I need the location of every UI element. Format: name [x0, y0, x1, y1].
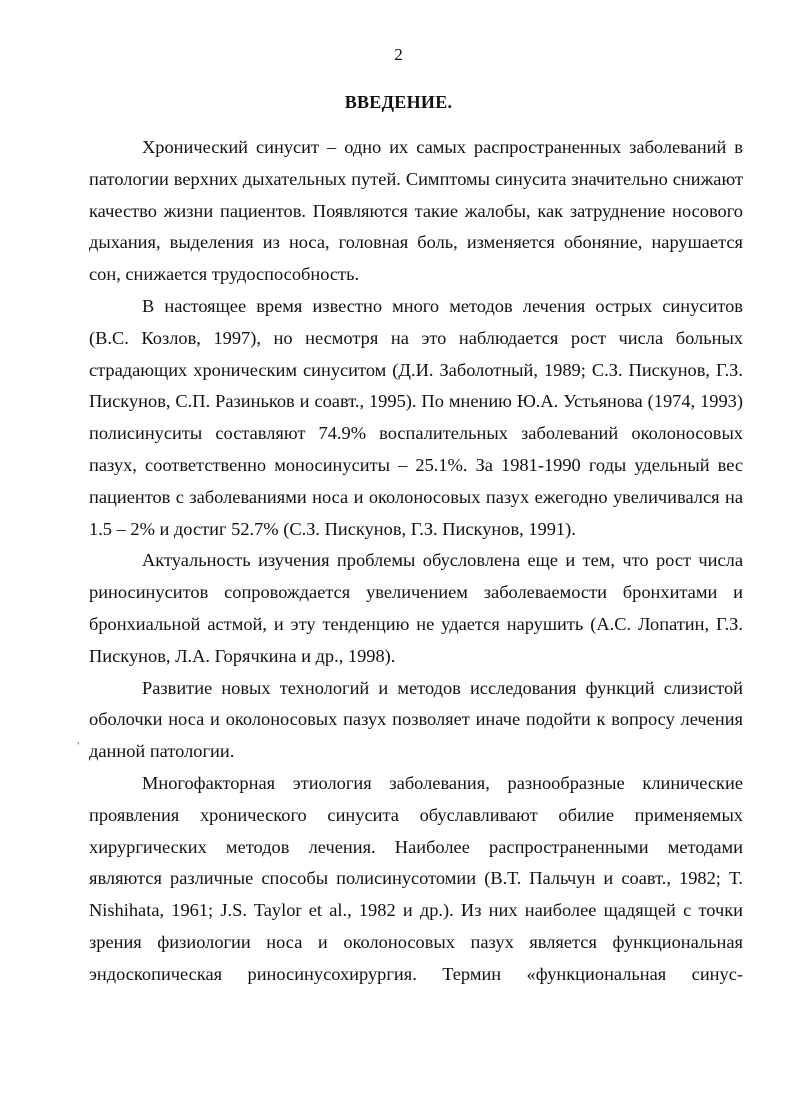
paragraph-new-technologies: Развитие новых технологий и методов исследования функций слизистой оболочки носа и околоносовых пазух позволяет иначе подойти к вопросу лечения данной патологии. — [89, 677, 743, 762]
paragraph-relevance: Актуальность изучения проблемы обусловлена еще и тем, что рост числа риносинуситов сопровождается увеличением заболеваемости бронхитами и бронхиальной астмой, и эту тенденцию не удается нарушить (А.С. Лопатин, Г.З. Пискунов, Л.А. Горячкина и др., 1998). — [89, 550, 743, 666]
section-heading: ВВЕДЕНИЕ. — [344, 92, 453, 112]
paragraph-surgical-methods: Многофакторная этиология заболевания, разнообразные клинические проявления хронического синусита обуславливают обилие применяемых хирургических методов лечения. Наиболее распространенными методами являются различные способы полисинусотомии (В.Т. Пальчун и соавт., 1982; Т. Nishihata, 1961; J.S. Taylor et al., 1982 и др.). Из них наиболее щадящей с точки зрения физиологии носа и околоносовых пазух является функциональная эндоскопическая риносинусохирургия. Термин «функциональная синус- — [89, 772, 743, 984]
paragraph-chronic-sinusitis: Хронический синусит – одно их самых распространенных заболеваний в патологии верхних дыхательных путей. Симптомы синусита значительно снижают качество жизни пациентов. Появляются такие жалобы, как затруднение носового дыхания, выделения из носа, головная боль, изменяется обоняние, нарушается сон, снижается трудоспособность. — [89, 137, 743, 285]
scan-artifact-mark: , — [77, 735, 80, 746]
body-text — [89, 132, 743, 991]
paragraph-treatment-methods: В настоящее время известно много методов лечения острых синуситов (В.С. Козлов, 1997), но несмотря на это наблюдается рост числа больных страдающих хроническим синуситом (Д.И. Заболотный, 1989; С.З. Пискунов, Г.З. Пискунов, С.П. Разиньков и соавт., 1995). По мнению Ю.А. Устьянова (1974, 1993) полисинуситы составляют 74.9% воспалительных заболеваний околоносовых пазух, соответственно моносинуситы – 25.1%. За 1981-1990 годы удельный вес пациентов с заболеваниями носа и околоносовых пазух ежегодно увеличивался на 1.5 – 2% и достиг 52.7% (С.З. Пискунов, Г.З. Пискунов, 1991). — [89, 295, 743, 539]
page-number: 2 — [394, 45, 403, 64]
